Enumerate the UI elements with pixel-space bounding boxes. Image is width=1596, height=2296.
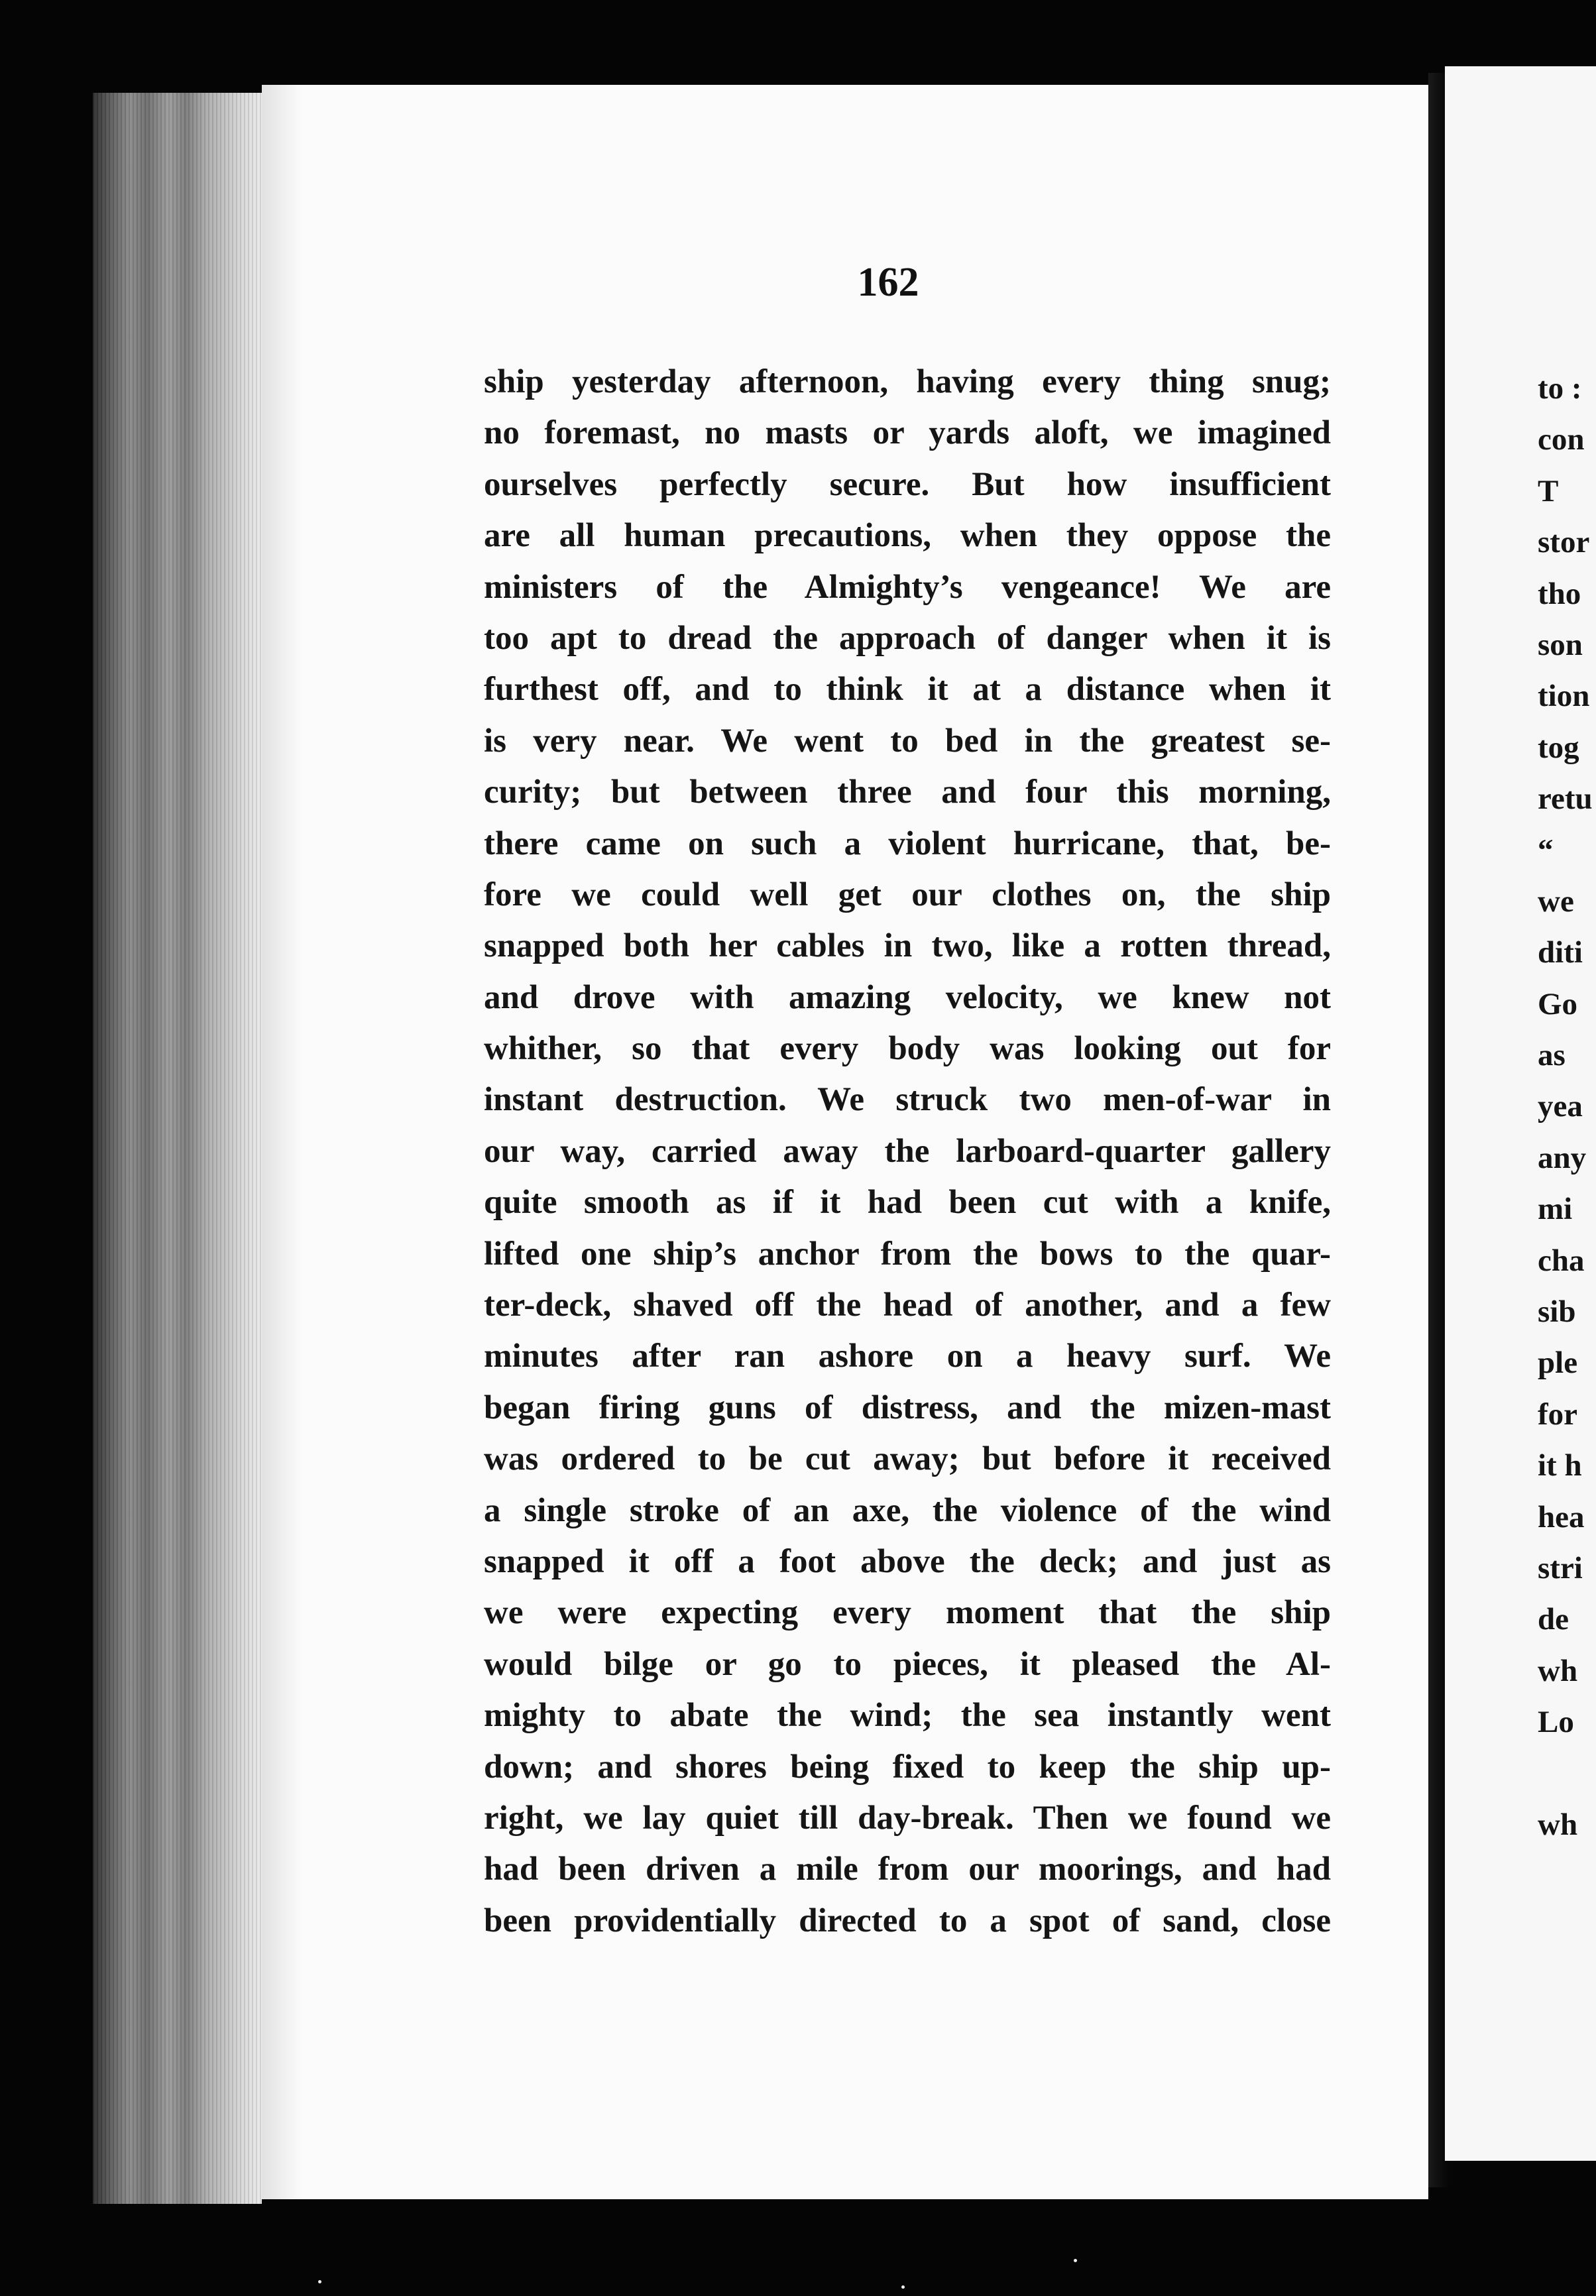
text-line: ourselves perfectly secure. But how insufficient (484, 465, 1331, 503)
facing-text-line: tho (1538, 576, 1581, 611)
facing-text-line: con (1538, 422, 1585, 457)
facing-text-line: wh (1538, 1653, 1578, 1688)
facing-text-line: sib (1538, 1294, 1576, 1330)
facing-page-text (1538, 363, 1596, 1851)
text-line: had been driven a mile from our moorings, and had (484, 1851, 1331, 1888)
facing-text-line: stor (1538, 525, 1590, 560)
text-line: down; and shores being fixed to keep the ship up- (484, 1748, 1331, 1786)
facing-text-line: for (1538, 1397, 1578, 1432)
page-block-edges (93, 93, 262, 2204)
facing-text-line: diti (1538, 935, 1583, 970)
facing-text-line: to : (1538, 371, 1582, 406)
facing-text-line: as (1538, 1038, 1566, 1073)
text-line: a single stroke of an axe, the violence of the wind (484, 1491, 1331, 1529)
text-line: we were expecting every moment that the ship (484, 1594, 1331, 1632)
facing-text-line: de (1538, 1602, 1569, 1637)
text-line: been providentially directed to a spot of sand, close (484, 1902, 1331, 1939)
text-line: lifted one ship’s anchor from the bows to the quar- (484, 1235, 1331, 1273)
text-line: quite smooth as if it had been cut with a knife, (484, 1184, 1331, 1222)
scan-speck (1074, 2259, 1077, 2262)
text-line: curity; but between three and four this morning, (484, 774, 1331, 811)
facing-text-line: ple (1538, 1346, 1578, 1381)
text-line: whither, so that every body was looking out for (484, 1030, 1331, 1068)
facing-text-line (1538, 1749, 1596, 1800)
text-line: fore we could well get our clothes on, the ship (484, 876, 1331, 913)
text-line: minutes after ran ashore on a heavy surf. We (484, 1338, 1331, 1375)
text-line: ter-deck, shaved off the head of another, and a few (484, 1287, 1331, 1324)
facing-text-line: yea (1538, 1089, 1583, 1124)
text-line: are all human precautions, when they oppose the (484, 517, 1331, 555)
text-line: is very near. We went to bed in the greatest se- (484, 722, 1331, 760)
scan-speck (901, 2285, 905, 2289)
facing-text-line: Go (1538, 986, 1578, 1021)
text-line: right, we lay quiet till day-break. Then we found we (484, 1799, 1331, 1837)
facing-text-line: tog (1538, 730, 1579, 765)
text-line: furthest off, and to think it at a distance when it (484, 671, 1331, 709)
facing-text-line: cha (1538, 1243, 1585, 1278)
facing-text-line: stri (1538, 1550, 1583, 1585)
text-line: there came on such a violent hurricane, that, be- (484, 825, 1331, 862)
facing-text-line: son (1538, 627, 1583, 662)
facing-text-line: we (1538, 884, 1574, 919)
text-line: snapped both her cables in two, like a rotten thread, (484, 927, 1331, 965)
text-line: mighty to abate the wind; the sea instantly went (484, 1697, 1331, 1735)
text-line: too apt to dread the approach of danger when it is (484, 619, 1331, 657)
facing-text-line: any (1538, 1140, 1587, 1175)
text-line: our way, carried away the larboard-quarter gallery (484, 1132, 1331, 1170)
facing-text-line: retu (1538, 781, 1593, 817)
scan-speck (318, 2280, 321, 2283)
facing-text-line: hea (1538, 1499, 1585, 1534)
text-line: ministers of the Almighty’s vengeance! We are (484, 568, 1331, 606)
text-line: and drove with amazing velocity, we knew not (484, 978, 1331, 1016)
facing-text-line: Lo (1538, 1705, 1574, 1740)
facing-text-line: “ (1538, 832, 1554, 868)
text-line: instant destruction. We struck two men-of-war in (484, 1081, 1331, 1119)
page-body-text (484, 357, 1331, 1947)
text-line: ship yesterday afternoon, having every thing snug; (484, 363, 1331, 400)
page-number: 162 (857, 260, 919, 305)
text-line: began firing guns of distress, and the mizen-mast (484, 1389, 1331, 1426)
text-line: no foremast, no masts or yards aloft, we imagined (484, 414, 1331, 452)
text-line: would bilge or go to pieces, it pleased the Al- (484, 1645, 1331, 1683)
facing-text-line: T (1538, 473, 1559, 508)
facing-text-line: mi (1538, 1192, 1573, 1227)
text-line: snapped it off a foot above the deck; and just as (484, 1542, 1331, 1580)
facing-text-line: it h (1538, 1448, 1582, 1483)
text-line: was ordered to be cut away; but before it received (484, 1440, 1331, 1478)
facing-text-line: wh (1538, 1807, 1578, 1842)
facing-text-line: tion (1538, 679, 1590, 714)
